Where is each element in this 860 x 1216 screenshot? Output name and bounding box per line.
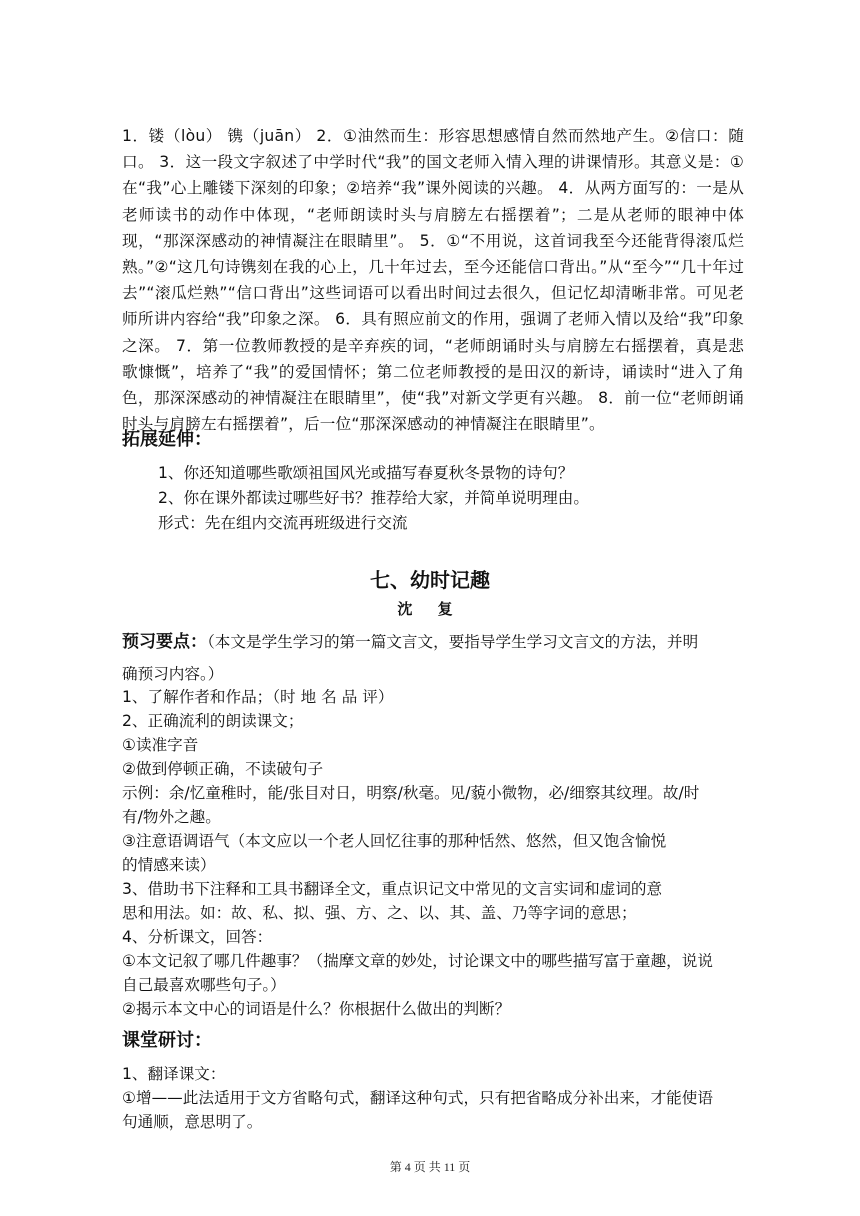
preview-line-13: 自己最喜欢哪些句子。） bbox=[122, 976, 286, 994]
preview-heading: 预习要点： bbox=[122, 632, 207, 652]
preview-line-9: 3、借助书下注释和工具书翻译全文，重点识记文中常见的文言实词和虚词的意 bbox=[122, 880, 663, 898]
classroom-heading: 课堂研讨： bbox=[122, 1030, 212, 1051]
lesson-title: 七、幼时记趣 bbox=[370, 568, 490, 592]
classroom-line-3: 句通顺，意思明了。 bbox=[122, 1113, 263, 1131]
preview-line-12: ①本文记叙了哪几件趣事？（揣摩文章的妙处，讨论课文中的哪些描写富于童趣，说说 bbox=[122, 952, 713, 970]
preview-line-6: 有/物外之趣。 bbox=[122, 808, 221, 826]
classroom-line-2: ①增——此法适用于文方省略句式，翻译这种句式，只有把省略成分补出来，才能使语 bbox=[122, 1089, 713, 1107]
preview-line-14: ②揭示本文中心的词语是什么？你根据什么做出的判断？ bbox=[122, 1000, 511, 1018]
preview-line-7: ③注意语调语气（本文应以一个老人回忆往事的那种恬然、悠然，但又饱含愉悦 bbox=[122, 832, 667, 850]
preview-intro-line-1 bbox=[122, 632, 762, 652]
preview-line-8: 的情感来读） bbox=[122, 856, 216, 874]
answers-paragraph: 1．镂（lòu） 镌（juān） 2．①油然而生：形容思想感情自然而然地产生。②信口：随口。 3．这一段文字叙述了中学时代“我”的国文老师入情入理的讲课情形。其意义是：①在“我”心上雕镂下深刻的印象；②培养“我”课外阅读的兴趣。 4．从两方面写的：一是从老师读书的动作中体现，“老师朗读时头与肩膀左右摇摆着”；二是从老师的眼神中体现，“那深深感动的神情凝注在眼睛里”。 5．①“不用说，这首词我至今还能背得滚瓜烂熟。”②“这几句诗镌刻在我的心上，几十年过去，至今还能信口背出。”从“至今”“几十年过去”“滚瓜烂熟”“信口背出”这些词语可以看出时间过去很久，但记忆却清晰非常。可见老师所讲内容给“我”印象之深。 6．具有照应前文的作用，强调了老师入情以及给“我”印象之深。 7．第一位教师教授的是辛弃疾的词，“老师朗诵时头与肩膀左右摇摆着，真是悲歌慷慨”，培养了“我”的爱国情怀；第二位老师教授的是田汉的新诗，诵读时“进入了角色，那深深感动的神情凝注在眼睛里”，使“我”对新文学更有兴趣。 8．前一位“老师朗诵时头与肩膀左右摇摆着”，后一位“那深深感动的神情凝注在眼睛里”。 bbox=[122, 127, 744, 434]
preview-line-10: 思和用法。如：故、私、拟、强、方、之、以、其、盖、乃等字词的意思； bbox=[122, 904, 637, 922]
classroom-line-1: 1、翻译课文： bbox=[122, 1065, 226, 1083]
extension-item-1: 1、你还知道哪些歌颂祖国风光或描写春夏秋冬景物的诗句？ bbox=[158, 464, 574, 482]
preview-line-2: 2、正确流利的朗读课文； bbox=[122, 712, 304, 730]
preview-line-5: 示例：余/忆童稚时，能/张目对日，明察/秋毫。见/藐小微物，必/细察其纹理。故/时 bbox=[122, 784, 700, 802]
lesson-author: 沈 复 bbox=[397, 600, 463, 618]
extension-form-note: 形式：先在组内交流再班级进行交流 bbox=[158, 514, 408, 532]
preview-line-4: ②做到停顿正确，不读破句子 bbox=[122, 760, 324, 778]
page-footer: 第 4 页 共 11 页 bbox=[389, 1160, 471, 1174]
preview-line-1: 1、了解作者和作品；（时 地 名 品 评） bbox=[122, 688, 394, 706]
preview-intro-first: （本文是学生学习的第一篇文言文，要指导学生学习文言文的方法，并明 bbox=[207, 633, 699, 651]
preview-intro-line-2: 确预习内容。） bbox=[122, 665, 224, 683]
extension-heading: 拓展延伸： bbox=[122, 429, 212, 450]
extension-item-2: 2、你在课外都读过哪些好书？推荐给大家，并简单说明理由。 bbox=[158, 489, 589, 507]
preview-line-3: ①读准字音 bbox=[122, 736, 199, 754]
preview-line-11: 4、分析课文，回答： bbox=[122, 928, 273, 946]
